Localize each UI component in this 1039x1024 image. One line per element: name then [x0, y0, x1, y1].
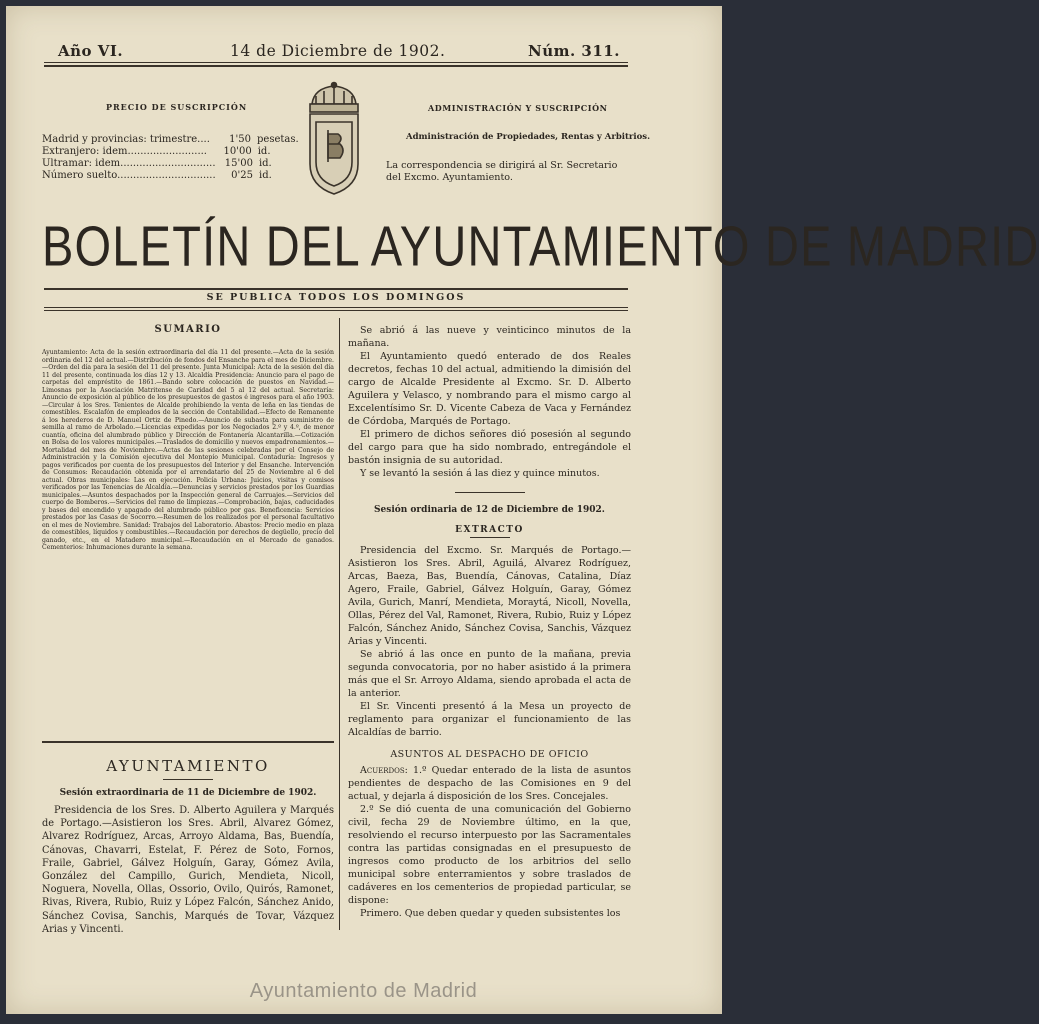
price-row: Extranjero: idem......................... 10'00 id. [42, 146, 271, 157]
sumario-heading: SUMARIO [154, 324, 222, 335]
session-11-text: Presidencia de los Sres. D. Alberto Aguilera y Marqués de Portago.—Asistieron los Sres. Abril, Alvarez Gómez, Alvarez Rodríguez, Arcas, Arroyo Aldama, Bas, Buendía, Cánovas, Chavarri, Estelat, F. Pérez de Soto, Fornos, Fraile, Gabriel, Gálvez Holguín, Garay, Gómez Avila, González del Campillo, Gurich, Mendieta, Nicoll, Noguera, Novella, Ollas, Ossorio, Ovilo, Quirós, Ramonet, Rivas, Rivera, Rubio, Ruiz y López Falcón, Sánchez Anido, Sánchez Covisa, Sanchis, Marqués de Tovar, Vázquez Arias y Vincenti. [42, 805, 334, 935]
administration-title: ADMINISTRACIÓN Y SUSCRIPCIÓN [428, 103, 608, 113]
session-12-text: Presidencia del Excmo. Sr. Marqués de Portago.—Asistieron los Sres. Abril, Aguilá, Alvarez Rodríguez, Arcas, Baeza, Bas, Buendía, Cánovas, Catalina, Díaz Agero, Fraile, Gabriel, Gálvez Holguín, Garay, Gómez Avila, Gurich, Manrí, Mendieta, Moraytá, Nicoll, Novella, Ollas, Pérez del Val, Ramonet, Rivera, Rubio, Ruiz y López Falcón, Sánchez Anido, Sánchez Covisa, Sanchis, Vázquez Arias y Vincenti. Se abrió á las once en punto de la mañana, previa segunda convocatoria, por no haber asistido á la primera más que el Sr. Arroyo Aldama, siendo aprobada el acta de la anterior. El Sr. Vincenti presentó á la Mesa un proyecto de reglamento para organizar el funcionamiento de las Alcaldías de barrio. [348, 545, 631, 738]
issue-number: Núm. 311. [528, 42, 620, 60]
extracto-heading: EXTRACTO [455, 525, 524, 535]
masthead-subrule-2 [44, 310, 628, 311]
masthead-title: BOLETÍN DEL AYUNTAMIENTO DE MADRID [42, 214, 1039, 278]
column-divider [339, 318, 340, 930]
right-column [348, 324, 631, 920]
masthead-rule [44, 288, 628, 290]
madrid-coat-of-arms-icon [302, 82, 366, 202]
administration-note: La correspondencia se dirigirá al Sr. Secretario del Excmo. Ayuntamiento. [386, 160, 618, 183]
newspaper-page [6, 6, 1039, 1014]
header-rule [44, 62, 628, 63]
issue-date: 14 de Diciembre de 1902. [230, 42, 446, 60]
masthead-subrule [44, 307, 628, 308]
ayuntamiento-heading: AYUNTAMIENTO [106, 757, 270, 775]
session-title-12: Sesión ordinaria de 12 de Diciembre de 1902. [374, 505, 605, 515]
sumario-text: Ayuntamiento: Acta de la sesión extraordinaria del día 11 del presente.—Acta de la sesión ordinaria del 12 del actual.—Distribución de fondos del Ensanche para el mes de Diciembre.—Orden del día para la sesión del 11 del presente. Junta Municipal: Acta de la sesión del día 11 del presente, continuada los días 12 y 13. Alcaldía Presidencia: Anuncio para el pago de carpetas del empréstito de 1861.—Bando sobre colocación de puestos en Navidad.—Limosnas por la Asociación Matritense de Caridad del 5 al 12 del actual. Secretaría: Anuncio de exposición al público de los presupuestos de gastos é ingresos para el año 1903.—Circular á los Sres. Tenientes de Alcalde prohibiendo la venta de leña en las tiendas de comestibles. Escalafón de empleados de la sección de Contabilidad.—Efecto de Remanente á los herederos de D. Manuel Ortiz de Pinedo.—Anuncio de subasta para suministro de semilla al ramo de Arbolado.—Licencias expedidas por los Negociados 2.º y 4.º, de menor cuantía, oficina del alumbrado público y Dirección de Fontanería Alcantarilla.—Cotización en Bolsa de los valores municipales.—Traslados de domicilio y nuevos empadronamientos.—Mortalidad del mes de Noviembre.—Actas de las sesiones celebradas por el Consejo de Administración y la Comisión ejecutiva del Montepío Municipal. Contaduría: Ingresos y pagos verificados por cuenta de los presupuestos del Interior y del Ensanche. Intervención de Consumos: Recaudación obtenida por el arrendatario del 25 de Noviembre al 6 del actual. Obras municipales: Las en ejecución. Policía Urbana: Juicios, visitas y comisos verificados por las Tenencias de Alcaldía.—Denuncias y servicios prestados por los Guardias municipales.—Asuntos despachados por la Inspección general de Carruajes.—Servicios del cuerpo de Bomberos.—Servicios del ramo de limpiezas.—Comprobación, bajas, caducidades y bases del encendido y apagado del alumbrado público por gas. Beneficencia: Servicios prestados por las Casas de Socorro.—Resumen de los realizados por el personal facultativo en el mes de Noviembre. Sanidad: Trabajos del Laboratorio. Abastos: Precio medio en plaza de comestibles, líquidos y combustibles.—Recaudación por derechos de degüello, precio del ganado, etc., en el Matadero municipal.—Recaudación en el Mercado de ganados. Cementerios: Inhumaciones durante la semana. [42, 349, 334, 551]
price-row: Madrid y provincias: trimestre.... 1'50 pesetas. [42, 134, 299, 145]
subscription-table [42, 134, 299, 182]
price-row: Ultramar: idem.............................. 15'00 id. [42, 158, 272, 169]
left-column [42, 324, 334, 936]
header-rule-thick [44, 65, 628, 67]
issue-year: Año VI. [58, 42, 124, 60]
extracto-underline [470, 537, 510, 538]
price-row: Número suelto............................... 0'25 id. [42, 170, 272, 181]
watermark-text: Ayuntamiento de Madrid [249, 980, 478, 1002]
session-title-11: Sesión extraordinaria de 11 de Diciembre de 1902. [59, 788, 317, 798]
subscription-title: PRECIO DE SUSCRIPCIÓN [106, 102, 248, 112]
session-11-continuation: Se abrió á las nueve y veinticinco minutos de la mañana. El Ayuntamiento quedó enterado de dos Reales decretos, fechas 10 del actual, admitiendo la dimisión del cargo de Alcalde Presidente al Excmo. Sr. D. Alberto Aguilera y Velasco, y nombrando para el mismo cargo al Excelentísimo Sr. D. Vicente Cabeza de Vaca y Fernández de Córdoba, Marqués de Portago. El primero de dichos señores dió posesión al segundo del cargo para que ha sido nombrado, entregándole el bastón insignia de su autoridad. Y se levantó la sesión á las diez y quince minutos. [348, 325, 631, 479]
asuntos-text: Acuerdos: 1.º Quedar enterado de la lista de asuntos pendientes de despacho de las Comisiones en 9 del actual, y dejarla á disposición de los Sres. Concejales. 2.º Se dió cuenta de una comunicación del Gobierno civil, fecha 29 de Noviembre último, en la que, resolviendo el recurso interpuesto por las Sacramentales contra las partidas consignadas en el presupuesto de ingresos como producto de los arbitrios del sello municipal sobre enterramientos y sobre traslados de cadáveres en los cementerios de propiedad particular, se dispone: Primero. Que deben quedar y queden subsistentes los [348, 765, 631, 919]
section-rule [42, 741, 334, 743]
heading-underline [163, 779, 213, 780]
separator-rule [455, 492, 525, 493]
administration-subtitle: Administración de Propiedades, Rentas y Arbitrios. [406, 132, 651, 142]
asuntos-heading: ASUNTOS AL DESPACHO DE OFICIO [390, 749, 589, 760]
masthead-subtitle: SE PUBLICA TODOS LOS DOMINGOS [206, 292, 466, 303]
